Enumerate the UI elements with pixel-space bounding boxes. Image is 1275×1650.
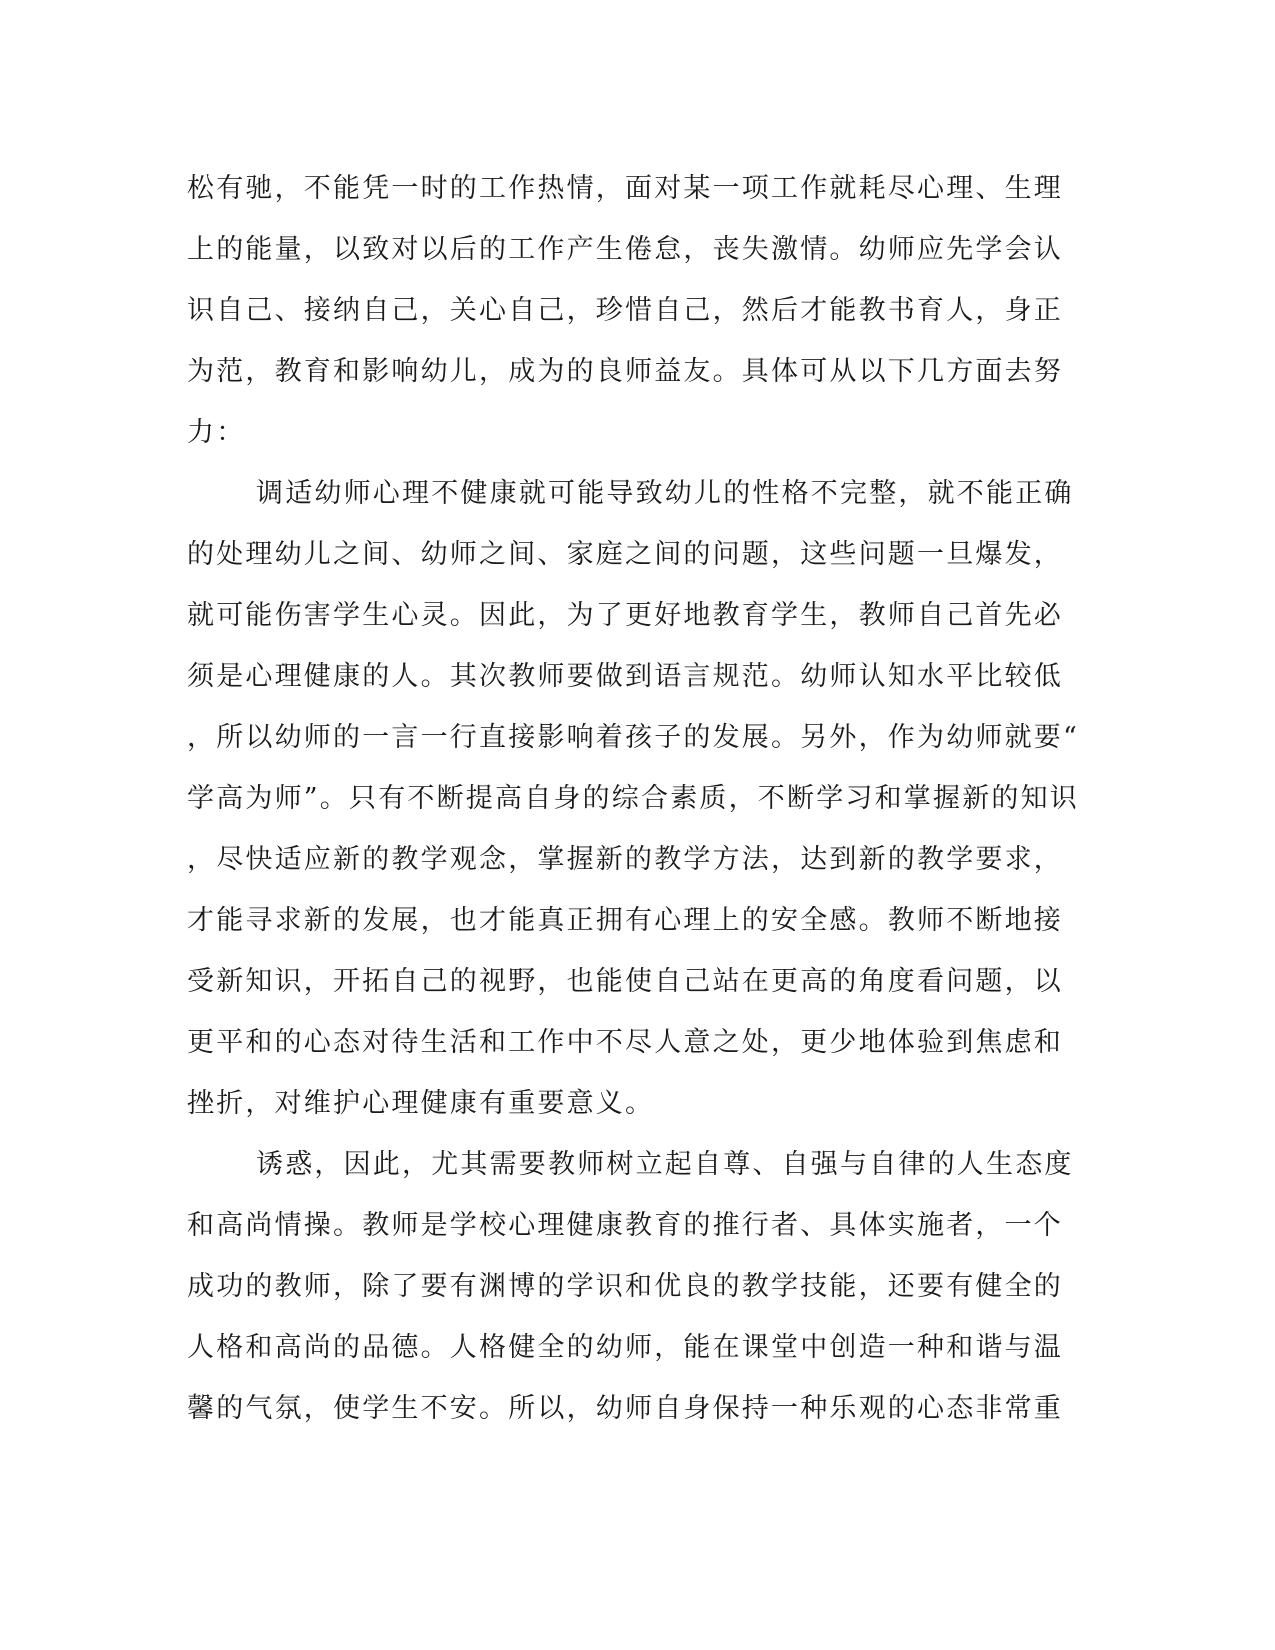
text-line: 才能寻求新的发展，也才能真正拥有心理上的安全感。教师不断地接 <box>187 905 1063 936</box>
text-line: 成功的教师，除了要有渊博的学识和优良的教学技能，还要有健全的 <box>187 1271 1063 1302</box>
paragraph-2 <box>187 463 1080 1134</box>
text-line: 学高为师”。只有不断提高自身的综合素质，不断学习和掌握新的知识 <box>187 783 1080 814</box>
text-line: 须是心理健康的人。其次教师要做到语言规范。幼师认知水平比较低 <box>187 661 1063 692</box>
text-line: 挫折，对维护心理健康有重要意义。 <box>187 1088 655 1119</box>
text-line: 识自己、接纳自己，关心自己，珍惜自己，然后才能教书育人，身正 <box>187 295 1063 326</box>
text-line: 的处理幼儿之间、幼师之间、家庭之间的问题，这些问题一旦爆发， <box>187 539 1063 570</box>
text-line: ，尽快适应新的教学观念，掌握新的教学方法，达到新的教学要求， <box>187 844 1063 875</box>
body-text <box>187 158 1080 1439</box>
paragraph-3 <box>187 1134 1074 1439</box>
text-line: ，所以幼师的一言一行直接影响着孩子的发展。另外，作为幼师就要“ <box>187 722 1080 753</box>
text-line: 力： <box>187 417 246 448</box>
text-line: 馨的气氛，使学生不安。所以，幼师自身保持一种乐观的心态非常重 <box>187 1393 1063 1424</box>
text-line: 就可能伤害学生心灵。因此，为了更好地教育学生，教师自己首先必 <box>187 600 1063 631</box>
text-line: 调适幼师心理不健康就可能导致幼儿的性格不完整，就不能正确 <box>256 478 1074 509</box>
text-line: 更平和的心态对待生活和工作中不尽人意之处，更少地体验到焦虑和 <box>187 1027 1063 1058</box>
text-line: 松有驰，不能凭一时的工作热情，面对某一项工作就耗尽心理、生理 <box>187 173 1063 204</box>
text-line: 为范，教育和影响幼儿，成为的良师益友。具体可从以下几方面去努 <box>187 356 1063 387</box>
text-line: 人格和高尚的品德。人格健全的幼师，能在课堂中创造一种和谐与温 <box>187 1332 1063 1363</box>
text-line: 上的能量，以致对以后的工作产生倦怠，丧失激情。幼师应先学会认 <box>187 234 1063 265</box>
text-line: 受新知识，开拓自己的视野，也能使自己站在更高的角度看问题，以 <box>187 966 1063 997</box>
paragraph-1 <box>187 158 1067 463</box>
text-line: 诱惑，因此，尤其需要教师树立起自尊、自强与自律的人生态度 <box>256 1149 1074 1180</box>
text-line: 和高尚情操。教师是学校心理健康教育的推行者、具体实施者，一个 <box>187 1210 1063 1241</box>
